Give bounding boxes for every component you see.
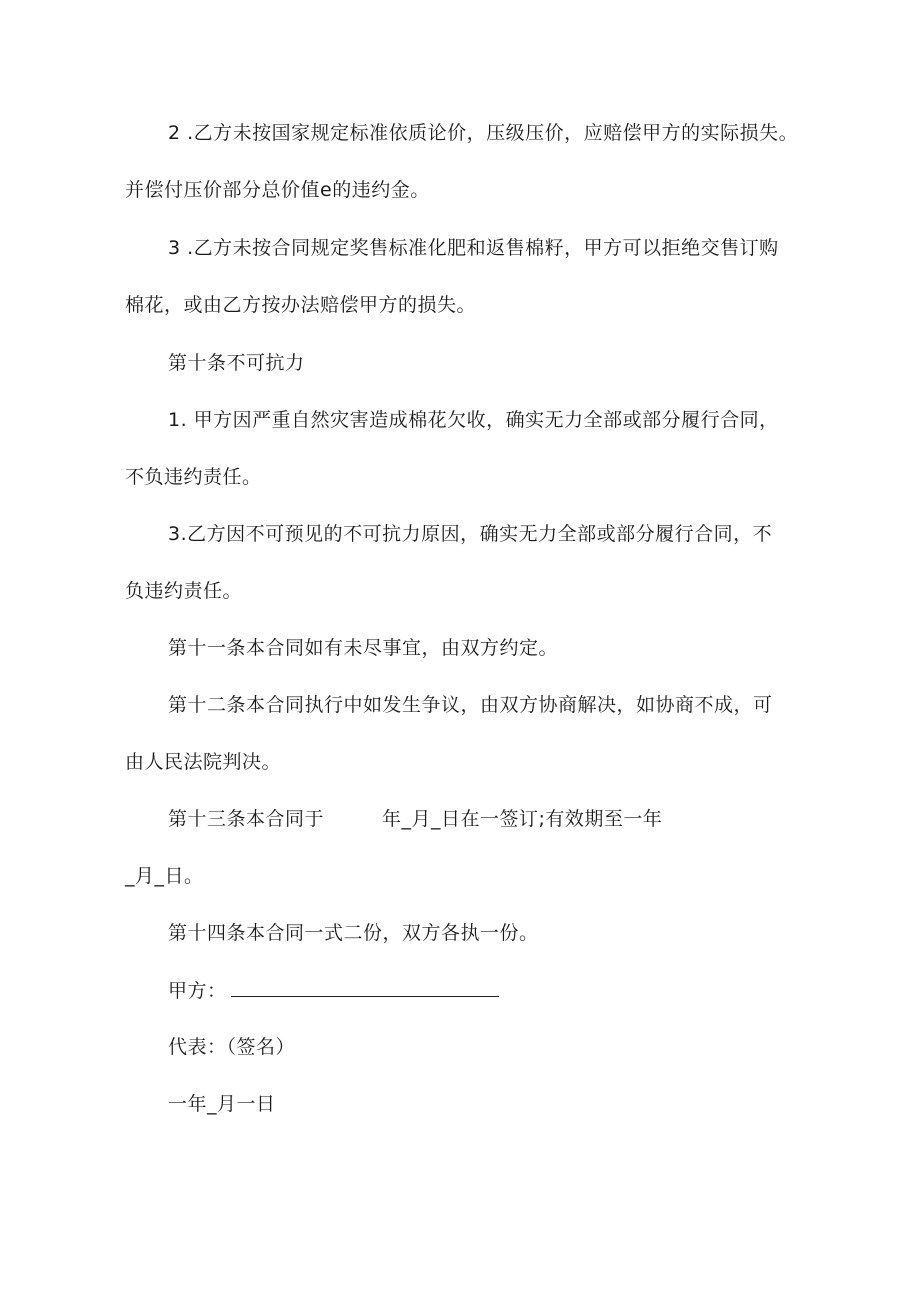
date-line: 一年_月一日 (168, 1093, 276, 1115)
clause-10-item-3-line-1: 3.乙方因不可预见的不可抗力原因，确实无力全部或部分履行合同，不 (168, 523, 773, 545)
clause-13-part-1: 第十三条本合同于 (168, 808, 325, 830)
clause-10-title: 第十条不可抗力 (168, 352, 305, 374)
clause-9-item-2-line-2: 并偿付压价部分总价值e的违约金。 (125, 179, 430, 201)
party-a-label: 甲方： (168, 980, 227, 1002)
clause-10-item-1-line-2: 不负违约责任。 (125, 466, 262, 488)
clause-9-item-2-line-1: 2 .乙方未按国家规定标准依质论价，压级压价，应赔偿甲方的实际损失。 (168, 122, 799, 144)
clause-10-item-1-line-1: 1. 甲方因严重自然灾害造成棉花欠收，确实无力全部或部分履行合同， (168, 409, 779, 431)
clause-12-line-2: 由人民法院判决。 (125, 751, 282, 773)
clause-9-item-3-line-2: 棉花，或由乙方按办法赔偿甲方的损失。 (125, 294, 477, 316)
clause-13-line-1 (168, 807, 662, 831)
representative-label: 代表：（签名） (168, 1036, 296, 1058)
clause-10-item-3-line-2: 负违约责任。 (125, 580, 243, 602)
clause-13-part-2: 年_月_日在一签订;有效期至一年 (382, 808, 663, 830)
clause-12-line-1: 第十二条本合同执行中如发生争议，由双方协商解决，如协商不成，可 (168, 694, 773, 716)
clause-9-item-3-line-1: 3 .乙方未按合同规定奖售标准化肥和返售棉籽，甲方可以拒绝交售订购 (168, 237, 779, 259)
clause-11: 第十一条本合同如有未尽事宜，由双方约定。 (168, 637, 559, 659)
party-a-signature-line[interactable] (231, 978, 499, 997)
clause-13-line-2: _月_日。 (125, 865, 204, 887)
party-a-row (168, 978, 499, 1003)
clause-14: 第十四条本合同一式二份，双方各执一份。 (168, 922, 539, 944)
